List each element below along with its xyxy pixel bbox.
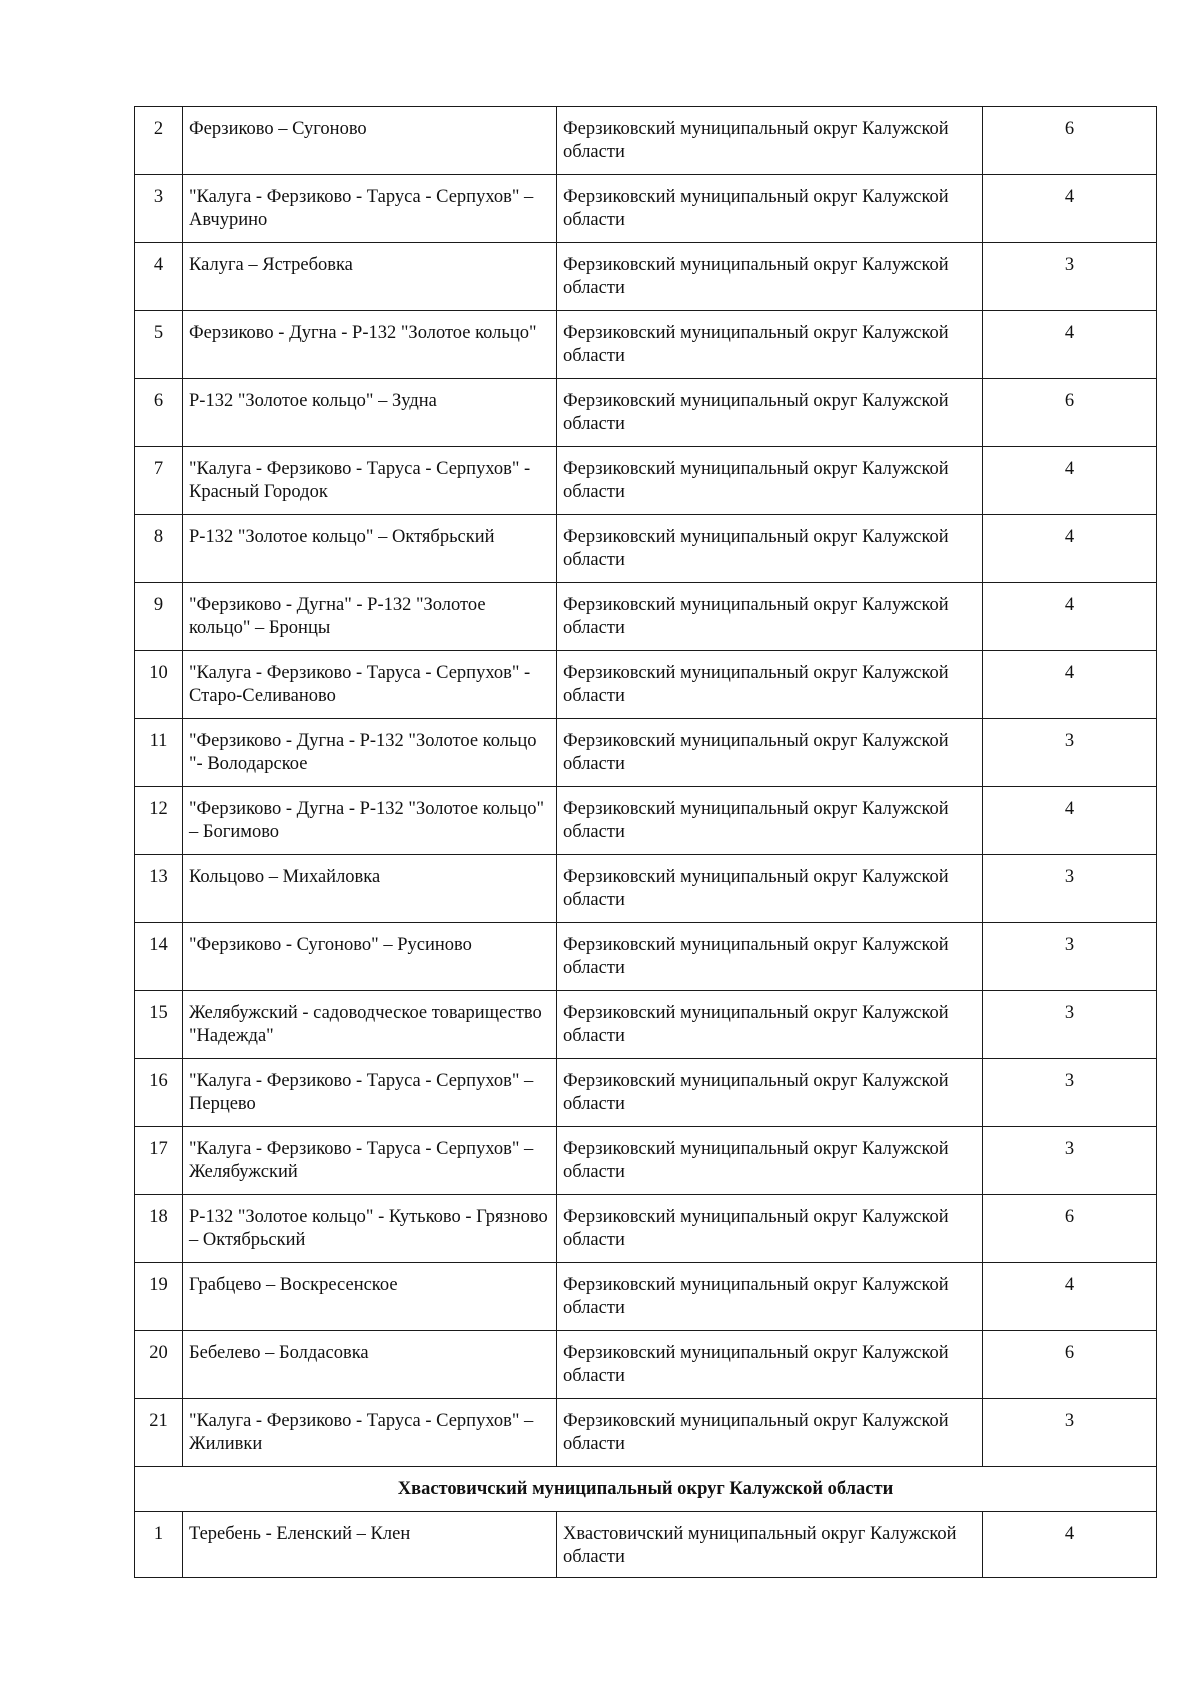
- route-owner: Ферзиковский муниципальный округ Калужской области: [557, 1127, 983, 1195]
- route-count: 4: [983, 447, 1157, 515]
- route-count: 6: [983, 1195, 1157, 1263]
- route-count: 3: [983, 1127, 1157, 1195]
- route-owner: Ферзиковский муниципальный округ Калужской области: [557, 107, 983, 175]
- row-number: 16: [135, 1059, 183, 1127]
- route-count: 4: [983, 175, 1157, 243]
- route-owner: Ферзиковский муниципальный округ Калужской области: [557, 311, 983, 379]
- route-name: "Ферзиково - Дугна" - Р-132 "Золотое кольцо" – Бронцы: [183, 583, 557, 651]
- route-name: Калуга – Ястребовка: [183, 243, 557, 311]
- route-owner: Ферзиковский муниципальный округ Калужской области: [557, 923, 983, 991]
- route-count: 3: [983, 991, 1157, 1059]
- row-number: 17: [135, 1127, 183, 1195]
- route-name: "Калуга - Ферзиково - Таруса - Серпухов" – Жиливки: [183, 1399, 557, 1467]
- route-count: 4: [983, 787, 1157, 855]
- route-count: 3: [983, 923, 1157, 991]
- route-name: Р-132 "Золотое кольцо" – Октябрьский: [183, 515, 557, 583]
- route-owner: Ферзиковский муниципальный округ Калужской области: [557, 583, 983, 651]
- route-count: 4: [983, 1512, 1157, 1578]
- row-number: 4: [135, 243, 183, 311]
- row-number: 3: [135, 175, 183, 243]
- route-owner: Ферзиковский муниципальный округ Калужской области: [557, 243, 983, 311]
- route-count: 4: [983, 311, 1157, 379]
- route-owner: Ферзиковский муниципальный округ Калужской области: [557, 787, 983, 855]
- table-row: [135, 1399, 1157, 1467]
- route-name: "Калуга - Ферзиково - Таруса - Серпухов" – Авчурино: [183, 175, 557, 243]
- row-number: 1: [135, 1512, 183, 1578]
- route-count: 6: [983, 107, 1157, 175]
- route-name: "Калуга - Ферзиково - Таруса - Серпухов" – Перцево: [183, 1059, 557, 1127]
- table-row: [135, 243, 1157, 311]
- route-owner: Ферзиковский муниципальный округ Калужской области: [557, 719, 983, 787]
- route-owner: Ферзиковский муниципальный округ Калужской области: [557, 1399, 983, 1467]
- row-number: 18: [135, 1195, 183, 1263]
- row-number: 2: [135, 107, 183, 175]
- table-row: [135, 1127, 1157, 1195]
- routes-table-body: [135, 107, 1157, 1578]
- table-row: [135, 583, 1157, 651]
- route-count: 6: [983, 379, 1157, 447]
- table-row: [135, 719, 1157, 787]
- route-owner: Ферзиковский муниципальный округ Калужской области: [557, 991, 983, 1059]
- route-name: "Ферзиково - Дугна - Р-132 "Золотое кольцо "- Володарское: [183, 719, 557, 787]
- row-number: 12: [135, 787, 183, 855]
- table-row: [135, 991, 1157, 1059]
- route-owner: Ферзиковский муниципальный округ Калужской области: [557, 855, 983, 923]
- table-row: [135, 1195, 1157, 1263]
- route-count: 4: [983, 651, 1157, 719]
- table-row: [135, 447, 1157, 515]
- route-name: Ферзиково - Дугна - Р-132 "Золотое кольцо": [183, 311, 557, 379]
- route-owner: Ферзиковский муниципальный округ Калужской области: [557, 175, 983, 243]
- route-owner: Ферзиковский муниципальный округ Калужской области: [557, 1059, 983, 1127]
- route-name: "Калуга - Ферзиково - Таруса - Серпухов" - Старо-Селиваново: [183, 651, 557, 719]
- row-number: 19: [135, 1263, 183, 1331]
- table-row: [135, 107, 1157, 175]
- row-number: 10: [135, 651, 183, 719]
- row-number: 21: [135, 1399, 183, 1467]
- route-count: 3: [983, 1059, 1157, 1127]
- row-number: 11: [135, 719, 183, 787]
- route-name: Желябужский - садоводческое товарищество "Надежда": [183, 991, 557, 1059]
- route-count: 4: [983, 583, 1157, 651]
- route-owner: Хвастовичский муниципальный округ Калужской области: [557, 1512, 983, 1578]
- route-count: 3: [983, 1399, 1157, 1467]
- route-count: 3: [983, 855, 1157, 923]
- row-number: 6: [135, 379, 183, 447]
- route-count: 4: [983, 1263, 1157, 1331]
- table-row: [135, 379, 1157, 447]
- table-row: [135, 923, 1157, 991]
- table-row: [135, 311, 1157, 379]
- route-name: Р-132 "Золотое кольцо" – Зудна: [183, 379, 557, 447]
- route-name: Теребень - Еленский – Клен: [183, 1512, 557, 1578]
- route-count: 3: [983, 719, 1157, 787]
- route-name: Бебелево – Болдасовка: [183, 1331, 557, 1399]
- table-row: [135, 515, 1157, 583]
- row-number: 5: [135, 311, 183, 379]
- route-name: "Ферзиково - Сугоново" – Русиново: [183, 923, 557, 991]
- table-row: [135, 651, 1157, 719]
- route-name: "Калуга - Ферзиково - Таруса - Серпухов" – Желябужский: [183, 1127, 557, 1195]
- route-name: "Калуга - Ферзиково - Таруса - Серпухов" - Красный Городок: [183, 447, 557, 515]
- table-row: [135, 1512, 1157, 1578]
- section-heading: Хвастовичский муниципальный округ Калужской области: [135, 1467, 1157, 1512]
- route-name: Грабцево – Воскресенское: [183, 1263, 557, 1331]
- route-owner: Ферзиковский муниципальный округ Калужской области: [557, 1263, 983, 1331]
- row-number: 14: [135, 923, 183, 991]
- table-row: [135, 787, 1157, 855]
- row-number: 20: [135, 1331, 183, 1399]
- table-row: [135, 175, 1157, 243]
- row-number: 9: [135, 583, 183, 651]
- route-name: Р-132 "Золотое кольцо" - Кутьково - Грязново – Октябрьский: [183, 1195, 557, 1263]
- routes-table: [134, 106, 1157, 1578]
- table-row: [135, 855, 1157, 923]
- route-owner: Ферзиковский муниципальный округ Калужской области: [557, 447, 983, 515]
- route-owner: Ферзиковский муниципальный округ Калужской области: [557, 651, 983, 719]
- route-owner: Ферзиковский муниципальный округ Калужской области: [557, 1331, 983, 1399]
- route-owner: Ферзиковский муниципальный округ Калужской области: [557, 379, 983, 447]
- route-count: 6: [983, 1331, 1157, 1399]
- table-row: [135, 1059, 1157, 1127]
- route-name: Кольцово – Михайловка: [183, 855, 557, 923]
- route-owner: Ферзиковский муниципальный округ Калужской области: [557, 1195, 983, 1263]
- row-number: 7: [135, 447, 183, 515]
- route-count: 4: [983, 515, 1157, 583]
- row-number: 15: [135, 991, 183, 1059]
- table-row: [135, 1331, 1157, 1399]
- route-count: 3: [983, 243, 1157, 311]
- table-row: [135, 1263, 1157, 1331]
- route-name: Ферзиково – Сугоново: [183, 107, 557, 175]
- row-number: 13: [135, 855, 183, 923]
- row-number: 8: [135, 515, 183, 583]
- section-heading-row: [135, 1467, 1157, 1512]
- route-name: "Ферзиково - Дугна - Р-132 "Золотое кольцо" – Богимово: [183, 787, 557, 855]
- route-owner: Ферзиковский муниципальный округ Калужской области: [557, 515, 983, 583]
